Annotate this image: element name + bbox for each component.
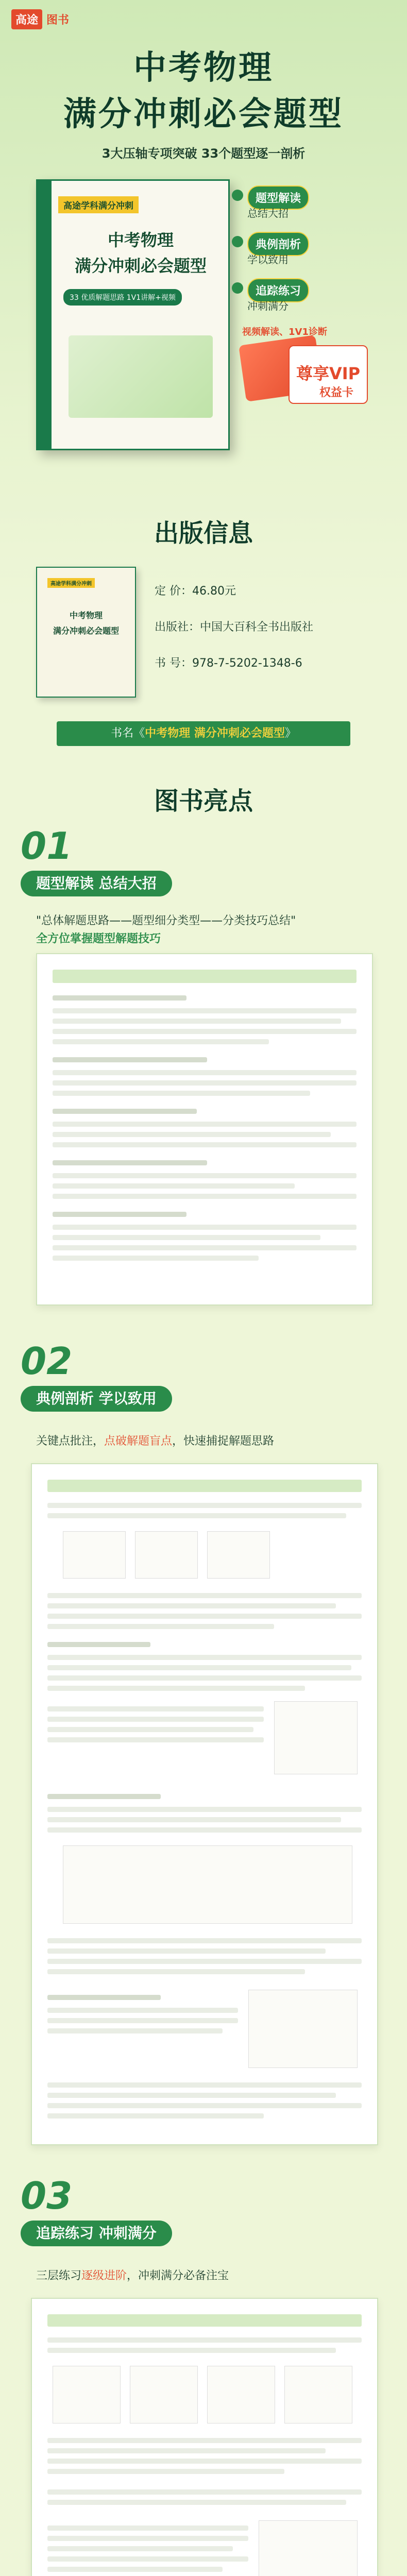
sample-line <box>47 1624 274 1629</box>
sample-line <box>47 2438 362 2443</box>
book-pill: 33 优质解题思路 1V1讲解+视频 <box>63 289 182 306</box>
sample-line <box>53 1173 357 1178</box>
sample-figure <box>259 2520 358 2576</box>
pub-publisher: 中国大百科全书出版社 <box>200 621 314 634</box>
sample-line <box>47 2469 284 2474</box>
sample-line <box>47 1503 362 1508</box>
sample-line <box>47 2567 223 2572</box>
sample-line <box>47 1603 336 1608</box>
sample-line <box>47 2546 233 2551</box>
sample-line <box>47 1593 362 1598</box>
sample-line <box>53 1122 357 1127</box>
feature-tag: 典例剖析 <box>247 232 309 256</box>
sample-figure <box>248 1990 358 2068</box>
feature-desc: 学以致用 <box>247 253 289 266</box>
sample-line <box>53 1019 341 1024</box>
sample-line <box>47 2103 362 2108</box>
sec1-desc2: 全方位掌握题型解题技巧 <box>36 933 161 945</box>
pub-price-label: 定 价： <box>155 585 192 598</box>
vip-card-text: 尊享VIP <box>296 364 361 383</box>
sec1-bar: 题型解读 总结大招 <box>21 871 172 896</box>
publication-info <box>36 567 371 742</box>
sample-line <box>47 2448 326 2453</box>
sample-line <box>53 1029 357 1034</box>
sample-line <box>47 2337 362 2343</box>
vip-card-promo <box>242 325 376 422</box>
pub-isbn-label: 书 号： <box>155 657 192 670</box>
sample-line <box>47 2008 238 2013</box>
sec3-desc <box>36 2267 229 2283</box>
sec2-bar: 典例剖析 学以致用 <box>21 1386 172 1412</box>
sample-line <box>47 2093 336 2098</box>
bookname-prefix: 书名《 <box>111 727 145 740</box>
highlights-head <box>0 778 407 820</box>
hero-title-line1: 中考物理 <box>133 49 274 87</box>
sample-line <box>47 1794 161 1799</box>
book-band: 高途学科满分冲刺 <box>58 196 139 213</box>
pub-bookname <box>57 721 350 746</box>
sample-line <box>47 2028 223 2033</box>
sec3-desc-prefix: 三层练习 <box>36 2269 82 2282</box>
pub-cover <box>36 567 136 698</box>
sample-line <box>53 1235 320 1240</box>
sample-line <box>47 1817 341 1822</box>
sample-line <box>47 1938 362 1943</box>
feature-1 <box>247 185 309 219</box>
sample-line <box>47 1948 326 1954</box>
sample-line <box>53 995 186 1001</box>
sample-line <box>47 1807 362 1812</box>
sample-line <box>53 1212 186 1217</box>
book-illustration <box>69 335 213 418</box>
bookname-text: 中考物理 满分冲刺必会题型 <box>145 727 285 740</box>
sample-line <box>47 1655 362 1660</box>
hero-title-line2: 满分冲刺必会题型 <box>63 95 344 133</box>
sec3-desc-highlight: 逐级进阶 <box>81 2269 127 2282</box>
sample-line <box>47 2489 362 2495</box>
sample-line <box>53 1132 331 1137</box>
feature-tag: 题型解读 <box>247 185 309 210</box>
pub-cover-band: 高途学科满分冲刺 <box>47 578 95 588</box>
sample-line <box>47 1665 351 1670</box>
sample-line <box>53 1225 357 1230</box>
sec3-desc-suffix: ，冲刺满分必备注宝 <box>127 2269 229 2282</box>
pub-cover-t1: 中考物理 <box>69 611 103 620</box>
feature-desc: 总结大招 <box>247 207 289 219</box>
bookname-suffix: 》 <box>284 727 296 740</box>
vip-header: 视频解读、1V1诊断 <box>242 327 327 337</box>
sample-figure <box>63 1531 126 1579</box>
sample-table <box>63 1845 352 1924</box>
pub-cover-t2: 满分冲刺必会题型 <box>53 626 119 636</box>
sec3-number: 03 <box>21 2174 73 2217</box>
sample-line <box>47 1706 264 1711</box>
book-spine <box>36 179 52 450</box>
sample-line <box>47 2082 362 2088</box>
sec2-number: 02 <box>21 1340 73 1383</box>
sample-line <box>47 1727 253 1732</box>
sample-line <box>53 1245 357 1250</box>
highlights-title: 图书亮点 <box>133 778 274 820</box>
sample-line <box>47 1717 264 1722</box>
sec2-desc-highlight: 点破解题盲点 <box>104 1435 173 1448</box>
book-title2: 满分冲刺必会题型 <box>74 256 207 276</box>
sample-line <box>47 2018 238 2023</box>
sample-line <box>53 1057 207 1062</box>
brand-sub: 图书 <box>46 14 70 27</box>
sample-line <box>47 2526 248 2531</box>
sec1-desc: "总体解题思路——题型细分类型——分类技巧总结" <box>36 914 296 927</box>
sample-figure <box>207 2366 275 2424</box>
brand-logo: 高途 <box>11 9 42 29</box>
brand <box>11 9 69 29</box>
hero-tagline: 3大压轴专项突破 33个题型逐一剖析 <box>101 146 306 161</box>
check-icon <box>232 236 243 247</box>
sec2-desc-prefix: 关键点批注， <box>36 1435 105 1448</box>
sec2-desc <box>36 1432 274 1448</box>
sample-heading <box>47 2314 362 2327</box>
sample-line <box>53 1160 207 1165</box>
sample-figure <box>284 2366 352 2424</box>
sample-line <box>53 1008 357 1013</box>
sample-line <box>47 1614 362 1619</box>
sample-line <box>53 1194 357 1199</box>
sample-line <box>47 1969 305 1974</box>
sample-line <box>47 1675 362 1681</box>
pub-price: 46.80元 <box>192 585 236 598</box>
sec1-sample-page <box>36 953 373 1306</box>
pub-section-title: 出版信息 <box>133 510 274 552</box>
sample-figure <box>53 2366 121 2424</box>
sample-line <box>53 1080 357 1086</box>
sample-line <box>47 2536 248 2541</box>
sample-line <box>47 1995 161 2000</box>
sample-line <box>47 1642 150 1647</box>
sample-line <box>47 1686 305 1691</box>
book-title1: 中考物理 <box>107 230 174 250</box>
vip-card-sub: 权益卡 <box>319 386 354 399</box>
pub-publisher-row <box>155 618 313 634</box>
sample-figure <box>130 2366 198 2424</box>
sample-figure <box>135 1531 198 1579</box>
sample-line <box>53 1070 357 1075</box>
sample-line <box>53 1039 269 1044</box>
sample-figure <box>274 1701 358 1774</box>
sample-line <box>47 2113 264 2119</box>
sample-line <box>47 2500 346 2505</box>
pub-publisher-label: 出版社： <box>155 621 200 634</box>
pub-section-head <box>0 510 407 552</box>
sec3-sample-page <box>31 2298 378 2576</box>
sample-line <box>53 1109 197 1114</box>
sample-line <box>53 1183 295 1189</box>
book-cover <box>36 179 230 450</box>
pub-price-row <box>155 582 236 598</box>
check-icon <box>232 190 243 201</box>
sample-line <box>47 1737 264 1742</box>
sample-line <box>47 2556 248 2562</box>
sec3-bar: 追踪练习 冲刺满分 <box>21 2221 172 2246</box>
sample-heading <box>47 1480 362 1492</box>
feature-3 <box>247 278 309 312</box>
feature-tag: 追踪练习 <box>247 278 309 302</box>
sample-line <box>53 1091 310 1096</box>
sec2-desc-suffix: ，快速捕捉解题思路 <box>172 1435 275 1448</box>
sample-line <box>53 1142 357 1147</box>
sample-line <box>47 2348 336 2353</box>
sample-line <box>47 1959 362 1964</box>
sample-line <box>53 1256 259 1261</box>
sample-heading <box>53 970 357 983</box>
sec1-number: 01 <box>21 824 73 868</box>
feature-desc: 冲刺满分 <box>247 300 289 312</box>
sample-figure <box>207 1531 270 1579</box>
check-icon <box>232 282 243 294</box>
feature-2 <box>247 232 309 266</box>
sample-line <box>47 2459 362 2464</box>
pub-isbn-row <box>155 654 302 670</box>
sample-line <box>47 1827 362 1833</box>
sec2-sample-page <box>31 1463 378 2145</box>
sample-line <box>47 1513 346 1518</box>
pub-isbn: 978-7-5202-1348-6 <box>192 657 302 670</box>
